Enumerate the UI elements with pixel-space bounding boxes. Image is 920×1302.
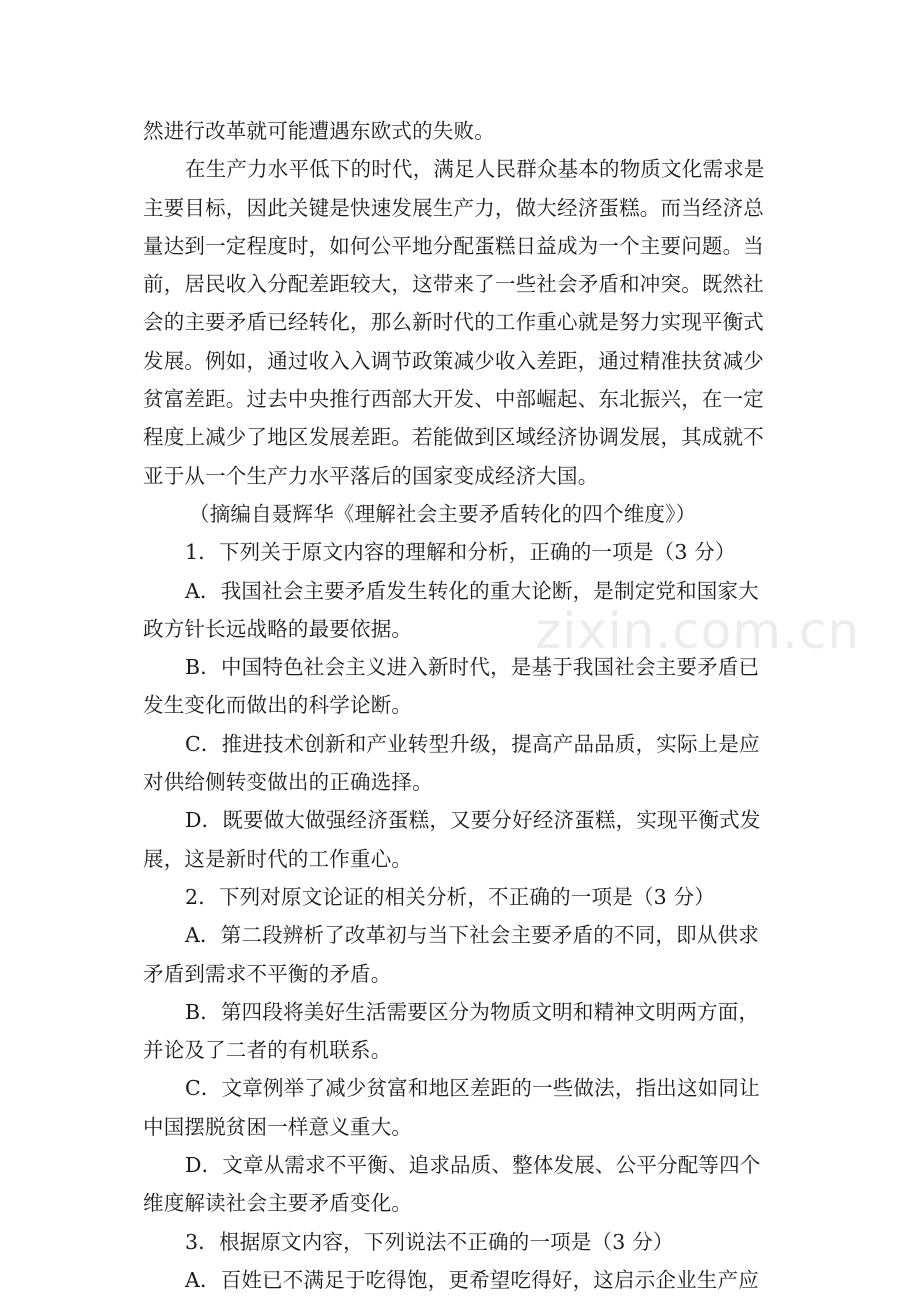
watermark: zixin.com.cn <box>535 602 861 660</box>
text-line: A．我国社会主要矛盾发生转化的重大论断，是制定党和国家大 <box>185 578 759 603</box>
text-line: 2．下列对原文论证的相关分析，不正确的一项是（3 分） <box>185 884 716 909</box>
text-line: 3．根据原文内容，下列说法不正确的一项是（3 分） <box>185 1229 674 1254</box>
text-line: C．文章例举了减少贫富和地区差距的一些做法，指出这如同让 <box>185 1076 760 1101</box>
text-line: 前，居民收入分配差距较大，这带来了一些社会矛盾和冲突。既然社 <box>143 272 764 297</box>
text-line: C．推进技术创新和产业转型升级，提高产品品质，实际上是应 <box>185 731 760 756</box>
text-line: D．既要做大做强经济蛋糕，又要分好经济蛋糕，实现平衡式发 <box>185 808 761 833</box>
text-line: 政方针长远战略的最要依据。 <box>143 616 413 641</box>
text-line: 矛盾到需求不平衡的矛盾。 <box>143 961 392 986</box>
text-line: 发展。例如，通过收入入调节政策减少收入差距，通过精准扶贫减少 <box>143 348 764 373</box>
text-line: A．百姓已不满足于吃得饱，更希望吃得好，这启示企业生产应 <box>185 1267 759 1292</box>
text-line: 然进行改革就可能遭遇东欧式的失败。 <box>143 119 495 143</box>
text-line: 并论及了二者的有机联系。 <box>143 1038 392 1063</box>
text-line: 维度解读社会主要矛盾变化。 <box>143 1191 413 1216</box>
text-line: 中国摆脱贫困一样意义重大。 <box>143 1114 413 1139</box>
text-line: 在生产力水平低下的时代，满足人民群众基本的物质文化需求是 <box>185 157 765 182</box>
text-line: A．第二段辨析了改革初与当下社会主要矛盾的不同，即从供求 <box>185 923 759 948</box>
text-line: 发生变化而做出的科学论断。 <box>143 693 413 718</box>
text-line: 会的主要矛盾已经转化，那么新时代的工作重心就是努力实现平衡式 <box>143 310 764 335</box>
text-line: 对供给侧转变做出的正确选择。 <box>143 770 433 795</box>
text-line: B．中国特色社会主义进入新时代，是基于我国社会主要矛盾已 <box>185 655 760 680</box>
text-line: 量达到一定程度时，如何公平地分配蛋糕日益成为一个主要问题。当 <box>143 233 764 258</box>
text-line: 贫富差距。过去中央推行西部大开发、中部崛起、东北振兴，在一定 <box>143 387 764 412</box>
text-line: B．第四段将美好生活需要区分为物质文明和精神文明两方面， <box>185 999 760 1024</box>
text-line: 亚于从一个生产力水平落后的国家变成经济大国。 <box>143 463 599 488</box>
text-line: D．文章从需求不平衡、追求品质、整体发展、公平分配等四个 <box>185 1153 761 1178</box>
text-line: 展，这是新时代的工作重心。 <box>143 846 413 871</box>
text-line: 1．下列关于原文内容的理解和分析，正确的一项是（3 分） <box>185 540 736 565</box>
text-line: 程度上减少了地区发展差距。若能做到区域经济协调发展，其成就不 <box>143 425 764 450</box>
text-line: （摘编自聂辉华《理解社会主要矛盾转化的四个维度》） <box>189 501 697 526</box>
text-line: 主要目标，因此关键是快速发展生产力，做大经济蛋糕。而当经济总 <box>143 195 764 220</box>
document-page <box>143 112 783 1299</box>
